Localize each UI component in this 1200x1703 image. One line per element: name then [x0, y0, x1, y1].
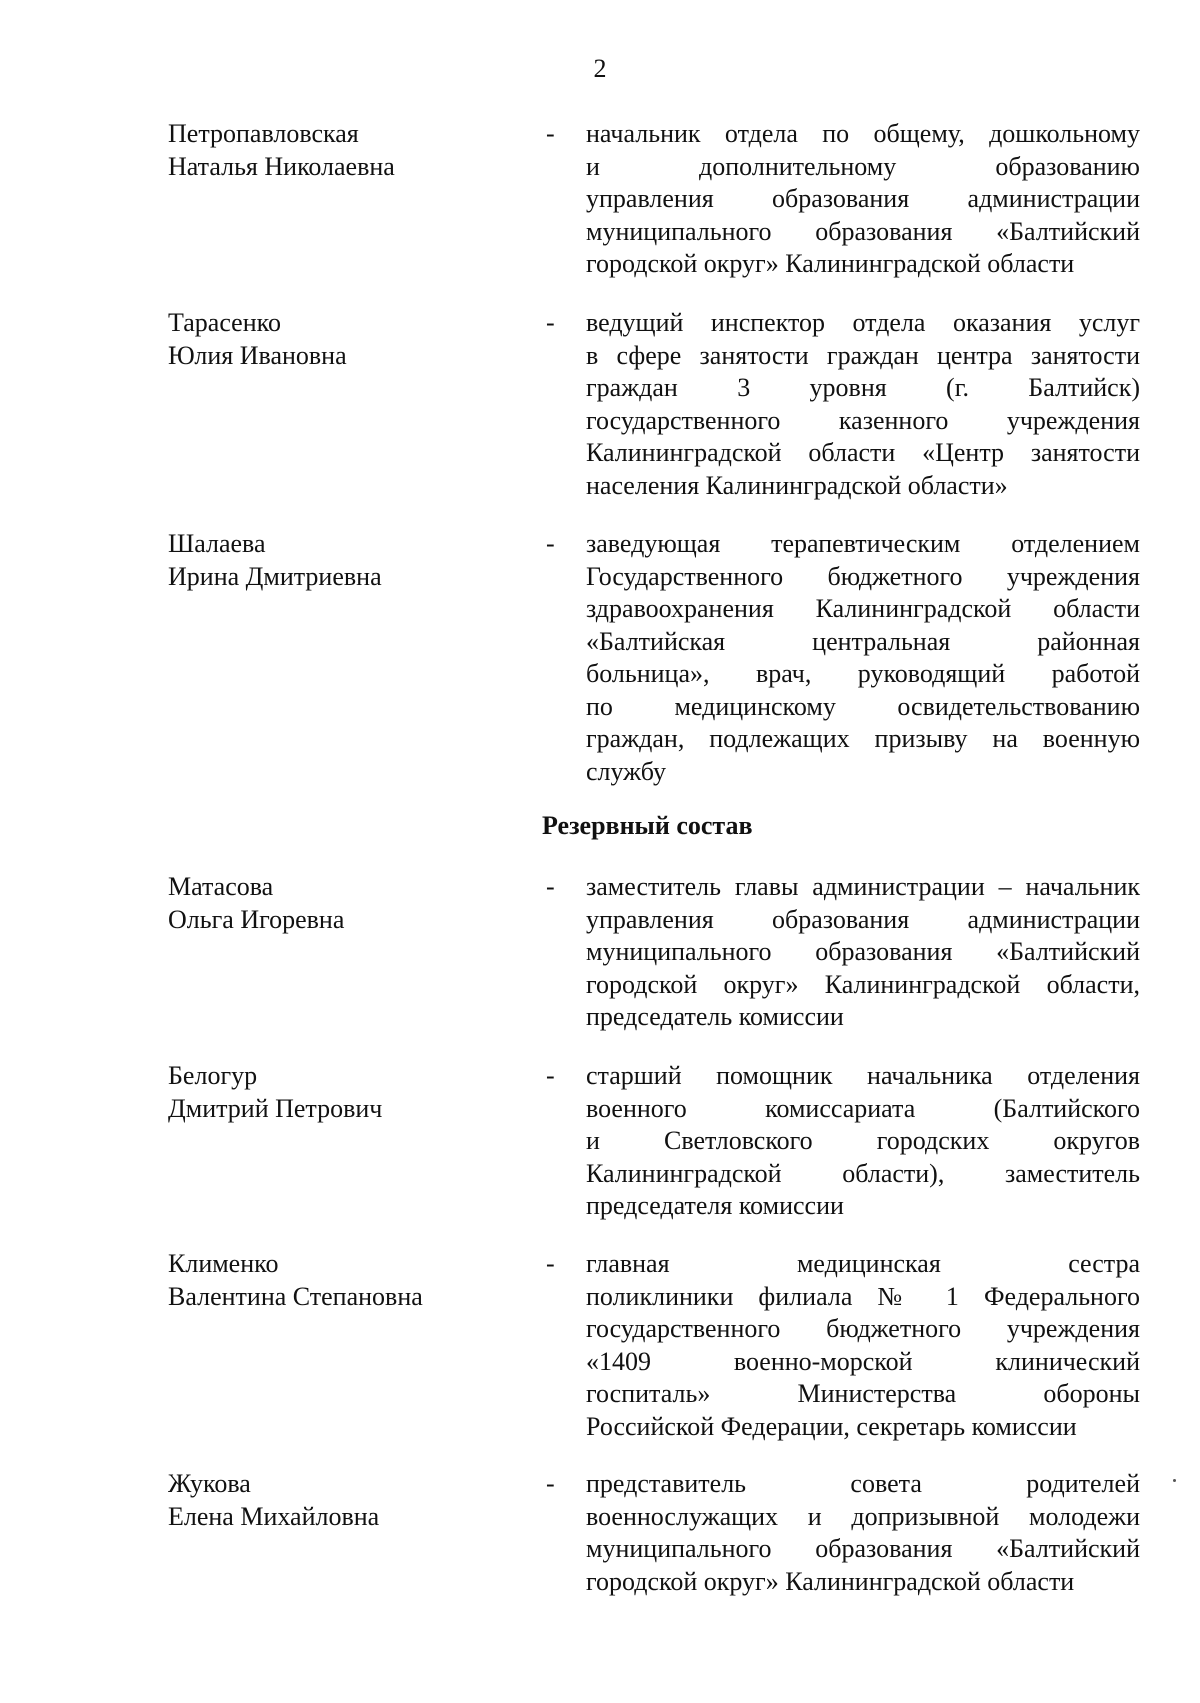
member-name: [168, 528, 528, 593]
position-line: граждан 3 уровня (г. Балтийск): [586, 373, 1140, 402]
member-given-names: Елена Михайловна: [168, 1501, 380, 1531]
member-given-names: Наталья Николаевна: [168, 151, 395, 181]
dash-separator: -: [546, 529, 555, 558]
member-surname: Петропавловская: [168, 119, 359, 148]
position-line: главная медицинская сестра: [586, 1249, 1140, 1278]
position-line: заместитель главы администрации – начальник: [586, 872, 1140, 901]
member-name: [168, 1248, 528, 1313]
position-line: «1409 военно-морской клинический: [586, 1346, 1140, 1376]
position-line: поликлиники филиала № 1 Федерального: [586, 1281, 1140, 1311]
position-line: начальник отдела по общему, дошкольному: [586, 119, 1140, 148]
position-line: городской округ» Калининградской области,: [586, 969, 1140, 999]
position-line: государственного бюджетного учреждения: [586, 1314, 1140, 1343]
member-surname: Клименко: [168, 1249, 279, 1278]
position-line: и Светловского городских округов: [586, 1126, 1140, 1155]
member-name: [168, 1468, 528, 1533]
position-line: заведующая терапевтическим отделением: [586, 529, 1140, 558]
position-line: городской округ» Калининградской области: [586, 249, 1075, 278]
member-given-names: Ольга Игоревна: [168, 904, 345, 934]
position-line: муниципального образования «Балтийский: [586, 937, 1140, 966]
position-line: военного комиссариата (Балтийского: [586, 1093, 1140, 1123]
dash-separator: -: [546, 872, 555, 901]
member-position: [586, 1468, 1140, 1598]
member-position: [586, 1060, 1140, 1223]
position-line: председателя комиссии: [586, 1191, 844, 1220]
member-position: [586, 1248, 1140, 1443]
dash-separator: -: [546, 1061, 555, 1090]
position-line: Российской Федерации, секретарь комиссии: [586, 1411, 1077, 1441]
position-line: граждан, подлежащих призыву на военную: [586, 724, 1140, 753]
position-line: Калининградской области «Центр занятости: [586, 438, 1140, 467]
position-line: управления образования администрации: [586, 904, 1140, 934]
member-given-names: Ирина Дмитриевна: [168, 561, 382, 591]
member-name: [168, 307, 528, 372]
position-line: «Балтийская центральная районная: [586, 626, 1140, 656]
position-line: городской округ» Калининградской области: [586, 1566, 1075, 1596]
member-position: [586, 307, 1140, 502]
position-line: муниципального образования «Балтийский: [586, 1534, 1140, 1563]
position-line: управления образования администрации: [586, 184, 1140, 213]
member-name: [168, 1060, 528, 1125]
scan-speck: [1173, 1479, 1176, 1482]
position-line: больница», врач, руководящий работой: [586, 659, 1140, 688]
position-line: службу: [586, 756, 667, 786]
dash-separator: -: [546, 1249, 555, 1278]
position-line: в сфере занятости граждан центра занятости: [586, 340, 1140, 370]
page-number: 2: [593, 54, 607, 83]
member-given-names: Дмитрий Петрович: [168, 1093, 383, 1123]
member-given-names: Юлия Ивановна: [168, 340, 347, 370]
position-line: здравоохранения Калининградской области: [586, 594, 1140, 623]
position-line: Калининградской области), заместитель: [586, 1158, 1140, 1188]
position-line: по медицинскому освидетельствованию: [586, 691, 1140, 721]
position-line: представитель совета родителей: [586, 1469, 1140, 1498]
position-line: государственного казенного учреждения: [586, 405, 1140, 435]
member-position: [586, 528, 1140, 788]
member-surname: Матасова: [168, 872, 274, 901]
position-line: ведущий инспектор отдела оказания услуг: [586, 308, 1140, 337]
position-line: военнослужащих и допризывной молодежи: [586, 1501, 1140, 1531]
member-surname: Тарасенко: [168, 308, 281, 337]
reserve-section-heading: Резервный состав: [542, 811, 753, 840]
position-line: населения Калининградской области»: [586, 470, 1008, 500]
member-name: [168, 118, 528, 183]
position-line: старший помощник начальника отделения: [586, 1061, 1140, 1090]
position-line: и дополнительному образованию: [586, 151, 1140, 181]
member-given-names: Валентина Степановна: [168, 1281, 423, 1311]
member-position: [586, 118, 1140, 281]
member-position: [586, 871, 1140, 1034]
position-line: госпиталь» Министерства обороны: [586, 1379, 1140, 1408]
member-surname: Белогур: [168, 1061, 258, 1090]
member-surname: Жукова: [168, 1469, 251, 1498]
position-line: Государственного бюджетного учреждения: [586, 561, 1140, 591]
position-line: председатель комиссии: [586, 1002, 844, 1031]
member-name: [168, 871, 528, 936]
dash-separator: -: [546, 308, 555, 337]
member-surname: Шалаева: [168, 529, 266, 558]
position-line: муниципального образования «Балтийский: [586, 216, 1140, 246]
dash-separator: -: [546, 119, 555, 148]
dash-separator: -: [546, 1469, 555, 1498]
